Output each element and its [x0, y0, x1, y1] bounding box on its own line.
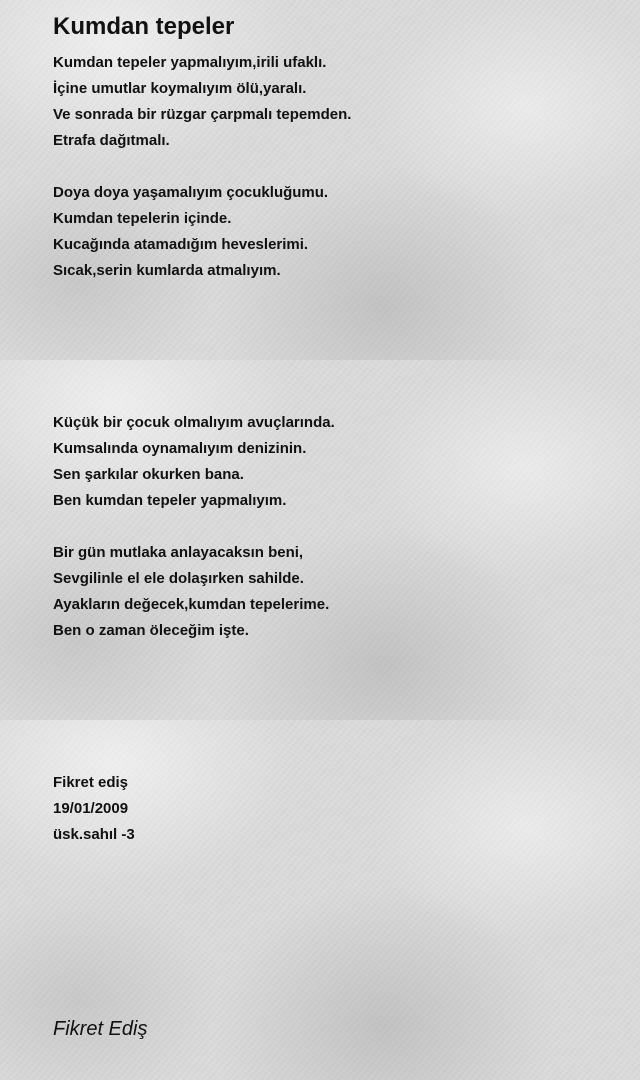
poem-line: Sıcak,serin kumlarda atmalıyım. [53, 262, 281, 279]
poem-line: Küçük bir çocuk olmalıyım avuçlarında. [53, 414, 335, 431]
signature-date: 19/01/2009 [53, 800, 129, 817]
poem-line: Etrafa dağıtmalı. [53, 132, 170, 149]
poem-line: İçine umutlar koymalıyım ölü,yaralı. [53, 80, 307, 97]
signature-place: üsk.sahıl -3 [53, 826, 135, 843]
poem-card-3 [0, 720, 640, 1080]
poem-line: Doya doya yaşamalıyım çocukluğumu. [53, 184, 329, 201]
poem-line: Kucağında atamadığım heveslerimi. [53, 236, 309, 253]
poem-card-1 [0, 0, 640, 360]
signature-block [53, 770, 135, 848]
poem-line: Ayakların değecek,kumdan tepelerime. [53, 596, 330, 613]
stanza-2 [53, 180, 328, 284]
poem-line: Sen şarkılar okurken bana. [53, 466, 244, 483]
poem-line: Ben kumdan tepeler yapmalıyım. [53, 492, 287, 509]
poem-card-2 [0, 360, 640, 720]
signature-name: Fikret ediş [53, 774, 129, 791]
poem-line: Bir gün mutlaka anlayacaksın beni, [53, 544, 304, 561]
poem-title: Kumdan tepeler [53, 13, 235, 40]
poem-line: Kumdan tepelerin içinde. [53, 210, 232, 227]
poem-line: Sevgilinle el ele dolaşırken sahilde. [53, 570, 304, 587]
poem-line: Ben o zaman öleceğim işte. [53, 622, 249, 639]
poem-line: Kumsalında oynamalıyım denizinin. [53, 440, 307, 457]
poem-line: Kumdan tepeler yapmalıyım,irili ufaklı. [53, 54, 327, 71]
poem-line: Ve sonrada bir rüzgar çarpmalı tepemden. [53, 106, 352, 123]
stanza-3 [53, 410, 335, 514]
stanza-1 [53, 50, 351, 154]
author-name: Fikret Ediş [53, 1018, 148, 1040]
stanza-4 [53, 540, 329, 644]
